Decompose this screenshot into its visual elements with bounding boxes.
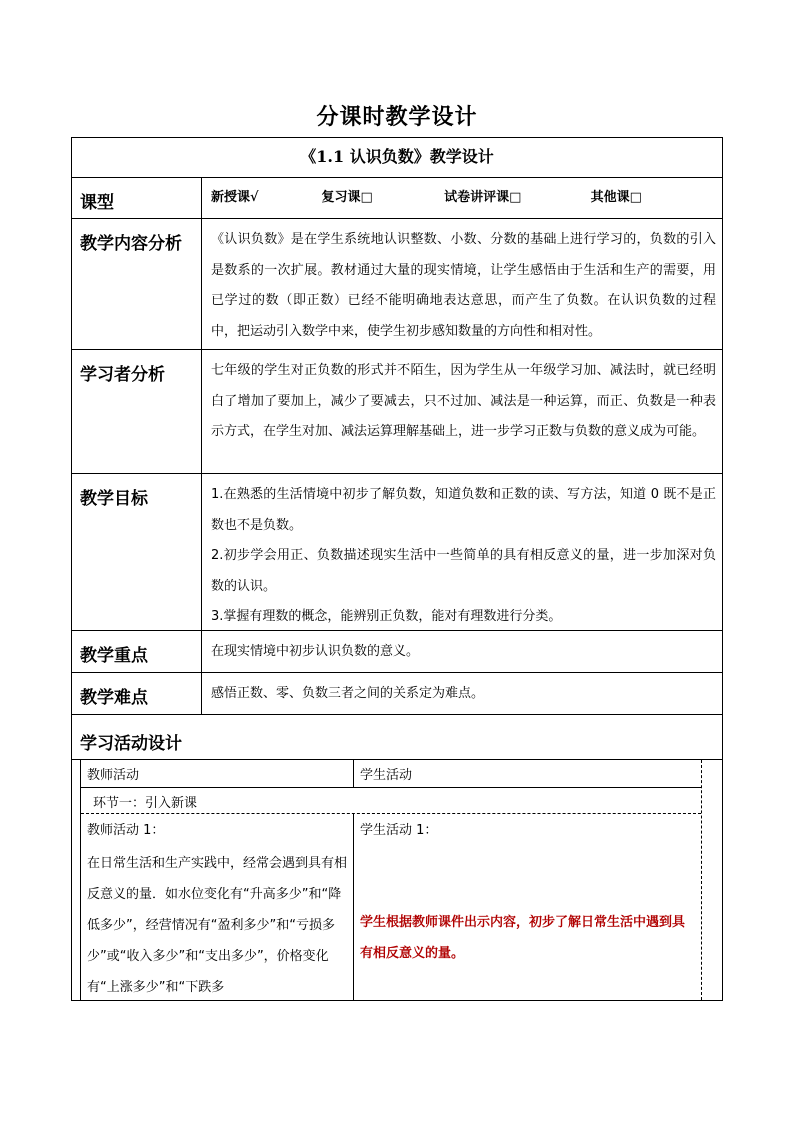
objectives-list xyxy=(203,474,722,633)
student-activity-label: 学生活动 1： xyxy=(360,823,438,838)
lesson-title-row xyxy=(72,138,722,178)
objective-item: 3.掌握有理数的概念，能辨别正负数，能对有理数进行分类。 xyxy=(211,609,562,624)
activity-table xyxy=(80,760,702,1000)
lesson-plan-table xyxy=(71,137,723,1001)
lesson-title: 《1.1 认识负数》教学设计 xyxy=(300,147,494,166)
teacher-activity-header: 教师活动 xyxy=(81,760,354,787)
key-points-label: 教学重点 xyxy=(72,631,202,672)
activity-content-row xyxy=(81,814,701,1000)
activity-design-row xyxy=(72,715,722,760)
objective-item: 2.初步学会用正、负数描述现实生活中一些简单的具有相反意义的量，进一步加深对负数的认识。 xyxy=(211,548,716,594)
student-activity-header: 学生活动 xyxy=(360,768,413,783)
segment-row xyxy=(81,788,701,814)
objectives-label: 教学目标 xyxy=(72,474,202,630)
difficulties-text: 感悟正数、零、负数三者之间的关系定为难点。 xyxy=(211,686,485,701)
type-option-exam: 试卷讲评课□ xyxy=(444,190,522,205)
content-analysis-row xyxy=(72,219,722,350)
activity-header-row xyxy=(81,760,701,788)
learner-analysis-row xyxy=(72,350,722,474)
teacher-activity-label: 教师活动 1： xyxy=(87,823,165,838)
difficulties-label: 教学难点 xyxy=(72,673,202,714)
type-option-other: 其他课□ xyxy=(590,190,642,205)
type-row xyxy=(72,178,722,219)
teacher-activity-text: 在日常生活和生产实践中，经常会遇到具有相反意义的量．如水位变化有“升高多少”和“降低多少”，经营情况有“盈利多少”和“亏损多少”或“收入多少”和“支出多少”，价格变化有“上涨多少”和“下跌多 xyxy=(87,856,348,995)
objectives-row xyxy=(72,474,722,631)
content-analysis-text: 《认识负数》是在学生系统地认识整数、小数、分数的基础上进行学习的，负数的引入是数系的一次扩展。教材通过大量的现实情境，让学生感悟由于生活和生产的需要，用已学过的数（即正数）已经不能明确地表达意思，而产生了负数。在认识负数的过程中，把运动引入数学中来，使学生初步感知数量的方向性和相对性。 xyxy=(211,232,716,339)
student-activity-cell xyxy=(354,814,701,1000)
objective-item: 1.在熟悉的生活情境中初步了解负数，知道负数和正数的读、写方法，知道 0 既不是正数也不是负数。 xyxy=(211,487,716,533)
teacher-activity-cell xyxy=(81,814,354,1000)
content-analysis-label: 教学内容分析 xyxy=(72,219,202,349)
student-activity-text: 学生根据教师课件出示内容，初步了解日常生活中遇到具有相反意义的量。 xyxy=(360,915,686,961)
key-points-row xyxy=(72,631,722,673)
type-option-new: 新授课√ xyxy=(211,190,259,205)
activity-design-label: 学习活动设计 xyxy=(80,734,182,754)
segment-label: 环节一：引入新课 xyxy=(93,796,198,811)
type-option-review: 复习课□ xyxy=(321,190,373,205)
learner-analysis-label: 学习者分析 xyxy=(72,350,202,473)
key-points-text: 在现实情境中初步认识负数的意义。 xyxy=(211,644,420,659)
document-title: 分课时教学设计 xyxy=(316,104,478,130)
type-label: 课型 xyxy=(72,178,202,218)
difficulties-row xyxy=(72,673,722,715)
type-options xyxy=(203,178,722,208)
learner-analysis-text: 七年级的学生对正负数的形式并不陌生，因为学生从一年级学习加、减法时，就已经明白了增加了要加上，减少了要减去，只不过加、减法是一种运算，而正、负数是一种表示方式，在学生对加、减法运算理解基础上，进一步学习正数与负数的意义成为可能。 xyxy=(211,363,716,439)
